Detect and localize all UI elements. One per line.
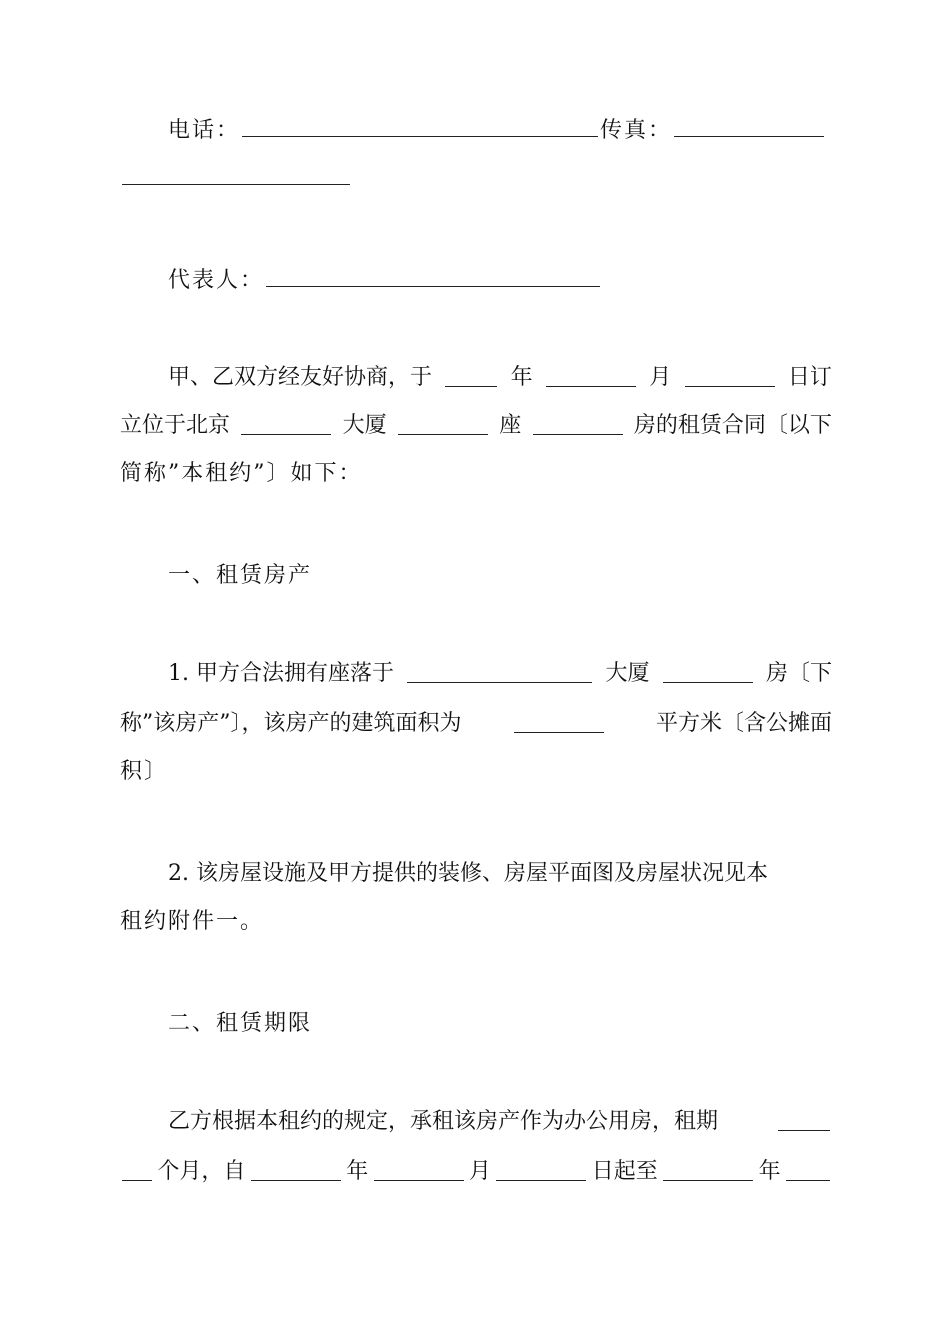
start-month-blank — [374, 1160, 464, 1181]
location-text: 立位于北京 — [120, 413, 231, 438]
start-year-text: 年 — [346, 1159, 369, 1184]
item-1-text-3: 积〕 — [120, 759, 169, 784]
end-year-blank — [663, 1160, 753, 1181]
lease-term-line-1 — [120, 1110, 832, 1134]
section-2-title-text: 二、租赁期限 — [168, 1011, 313, 1036]
item-1-text-2: 称”该房产”〕，该房产的建筑面积为 — [120, 711, 462, 736]
start-year-blank — [251, 1160, 341, 1181]
agreement-paragraph-line-3 — [120, 462, 832, 486]
representative-label: 代表人： — [168, 268, 265, 293]
year-text: 年 — [510, 365, 533, 390]
representative-blank — [266, 266, 600, 287]
phone-fax-line — [120, 116, 832, 143]
start-day-blank — [496, 1160, 586, 1181]
day-blank — [685, 366, 775, 387]
item-1-line-2 — [120, 712, 832, 736]
end-year-text: 年 — [758, 1159, 781, 1184]
building-text: 大厦 — [342, 413, 387, 438]
fax-blank-continued — [122, 164, 350, 185]
start-month-text: 月 — [468, 1159, 491, 1184]
fax-label: 传真： — [600, 118, 673, 143]
item-1-building-text: 大厦 — [605, 661, 650, 686]
agreement-text-1: 甲、乙双方经友好协商，于 — [168, 365, 433, 390]
item-1-room-blank — [663, 662, 753, 683]
item-2-line-1 — [120, 862, 832, 886]
start-day-text: 日起至 — [591, 1159, 658, 1184]
area-blank — [514, 712, 604, 733]
item-2-line-2 — [120, 910, 832, 934]
fax-blank — [674, 116, 824, 137]
end-month-blank — [786, 1160, 830, 1181]
agreement-paragraph-line-1 — [120, 366, 832, 390]
item-1-line-3 — [120, 760, 832, 784]
fax-continuation-line — [120, 164, 832, 191]
lease-term-line-2 — [120, 1160, 832, 1184]
agreement-text-3: 简称”本租约”〕如下： — [120, 461, 363, 486]
item-1-area-text: 平方米〔含公摊面 — [655, 711, 832, 736]
section-1-title — [120, 564, 832, 588]
lease-term-text-1: 乙方根据本租约的规定，承租该房产作为办公用房，租期 — [168, 1109, 719, 1134]
term-blank — [778, 1110, 830, 1131]
year-blank — [445, 366, 497, 387]
lease-months-text: 个月，自 — [157, 1159, 246, 1184]
section-2-title — [120, 1012, 832, 1036]
representative-line — [120, 266, 832, 293]
room-text: 房的租赁合同〔以下 — [633, 413, 832, 438]
item-2-text-1: 2. 该房屋设施及甲方提供的装修、房屋平面图及房屋状况见本 — [168, 861, 768, 886]
phone-blank — [242, 116, 598, 137]
building-blank — [241, 414, 331, 435]
block-text: 座 — [499, 413, 522, 438]
agreement-paragraph-line-2 — [120, 414, 832, 438]
item-1-line-1 — [120, 662, 832, 686]
month-blank — [546, 366, 636, 387]
block-blank — [398, 414, 488, 435]
term-blank-continued — [122, 1160, 152, 1181]
item-2-text-2: 租约附件一。 — [120, 909, 265, 934]
section-1-title-text: 一、租赁房产 — [168, 563, 313, 588]
month-text: 月 — [649, 365, 672, 390]
phone-label: 电话： — [168, 118, 241, 143]
room-blank — [533, 414, 623, 435]
day-text: 日订 — [787, 365, 832, 390]
item-1-text-1: 1. 甲方合法拥有座落于 — [168, 661, 394, 686]
location-blank — [407, 662, 592, 683]
item-1-room-text: 房〔下 — [765, 661, 832, 686]
